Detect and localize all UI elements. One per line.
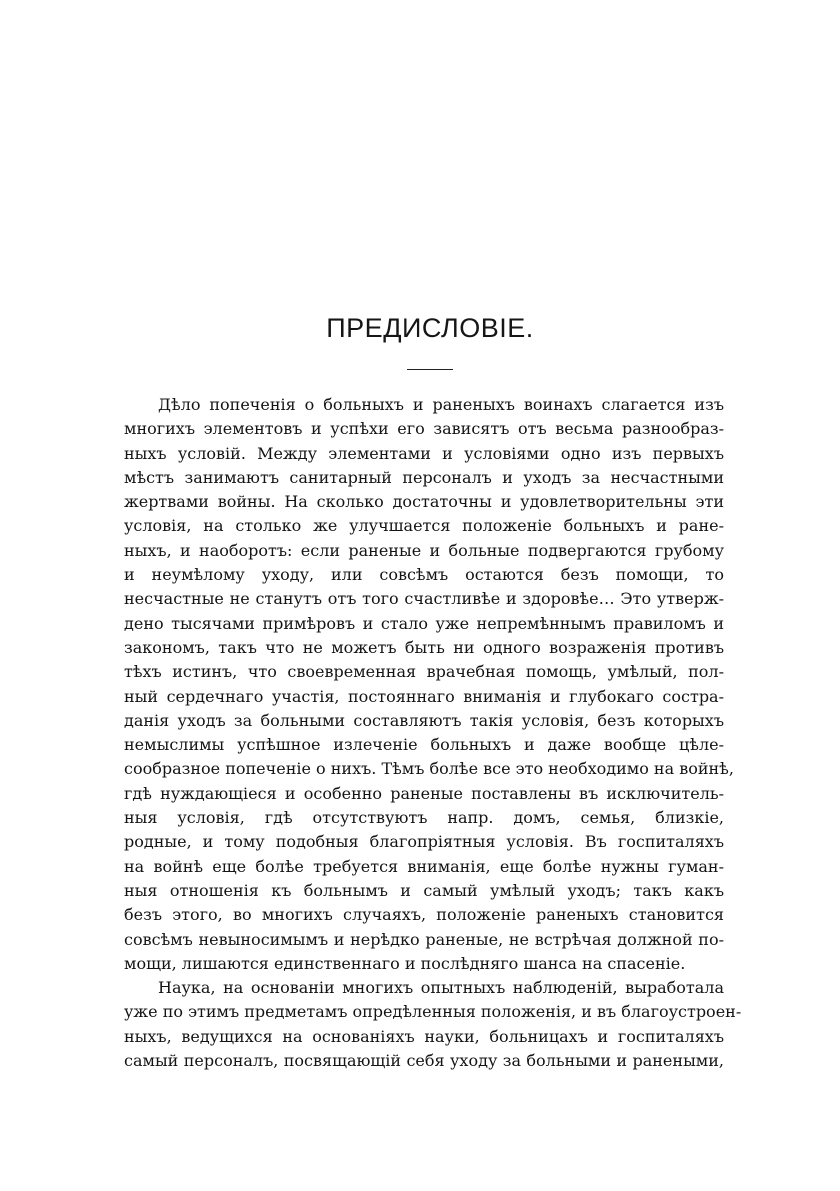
text-line: мѣстъ занимаютъ санитарный персоналъ и уходъ за несчастными [124, 467, 724, 487]
text-line: дено тысячами примѣровъ и стало уже непремѣннымъ правиломъ и [124, 613, 724, 633]
text-line: ныхъ, ведущихся на основаніяхъ науки, больницахъ и госпиталяхъ [124, 1026, 724, 1046]
text-line: сообразное попеченіе о нихъ. Тѣмъ болѣе все это необходимо на войнѣ, [124, 759, 734, 779]
text-line: многихъ элементовъ и успѣхи его зависятъ отъ весьма разнообраз- [124, 419, 724, 439]
text-line: самый персоналъ, посвящающій себя уходу за больными и ранеными, [124, 1051, 724, 1071]
text-line: безъ этого, во многихъ случаяхъ, положеніе раненыхъ становится [124, 905, 724, 925]
text-line: родные, и тому подобныя благопріятныя условія. Въ госпиталяхъ [124, 832, 724, 852]
text-line: ныя условія, гдѣ отсутствуютъ напр. домъ, семья, близкіе, [124, 808, 724, 828]
page-title: ПРЕДИСЛОВІЕ. [326, 313, 534, 343]
preface-text [124, 393, 742, 1073]
text-line: ныхъ, и наоборотъ: если раненые и больные подвергаются грубому [124, 540, 724, 560]
text-line: гдѣ нуждающіеся и особенно раненые поставлены въ исключитель- [124, 783, 724, 803]
text-line: немыслимы успѣшное излеченіе больныхъ и даже вообще цѣле- [124, 735, 724, 755]
text-line: несчастные не станутъ отъ того счастливѣе и здоровѣе… Это утверж- [124, 589, 724, 609]
text-line: уже по этимъ предметамъ опредѣленныя положенія, и въ благоустроен- [124, 1002, 742, 1022]
text-line: ныхъ условій. Между элементами и условіями одно изъ первыхъ [124, 443, 724, 463]
text-line: ныя отношенія къ больнымъ и самый умѣлый уходъ; такъ какъ [124, 880, 724, 900]
text-line: Наука, на основаніи многихъ опытныхъ наблюденій, выработала [158, 978, 724, 998]
title-underline [407, 369, 453, 370]
text-line: на войнѣ еще болѣе требуется вниманія, еще болѣе нужны гуман- [124, 856, 724, 876]
text-line: и неумѣлому уходу, или совсѣмъ остаются безъ помощи, то [124, 565, 724, 585]
text-line: данія уходъ за больными составляютъ такія условія, безъ которыхъ [124, 710, 724, 730]
text-line: ный сердечнаго участія, постояннаго вниманія и глубокаго состра- [124, 686, 724, 706]
text-line: Дѣло попеченія о больныхъ и раненыхъ воинахъ слагается изъ [158, 395, 724, 414]
text-line: мощи, лишаются единственнаго и послѣдняго шанса на спасеніе. [124, 953, 686, 973]
text-line: жертвами войны. На сколько достаточны и удовлетворительны эти [124, 492, 724, 512]
text-line: тѣхъ истинъ, что своевременная врачебная помощь, умѣлый, пол- [124, 662, 724, 682]
text-line: совсѣмъ невыносимымъ и нерѣдко раненые, не встрѣчая должной по- [124, 929, 724, 949]
text-line: закономъ, такъ что не можетъ быть ни одного возраженія противъ [124, 637, 724, 657]
text-line: условія, на столько же улучшается положеніе больныхъ и ране- [124, 516, 724, 536]
